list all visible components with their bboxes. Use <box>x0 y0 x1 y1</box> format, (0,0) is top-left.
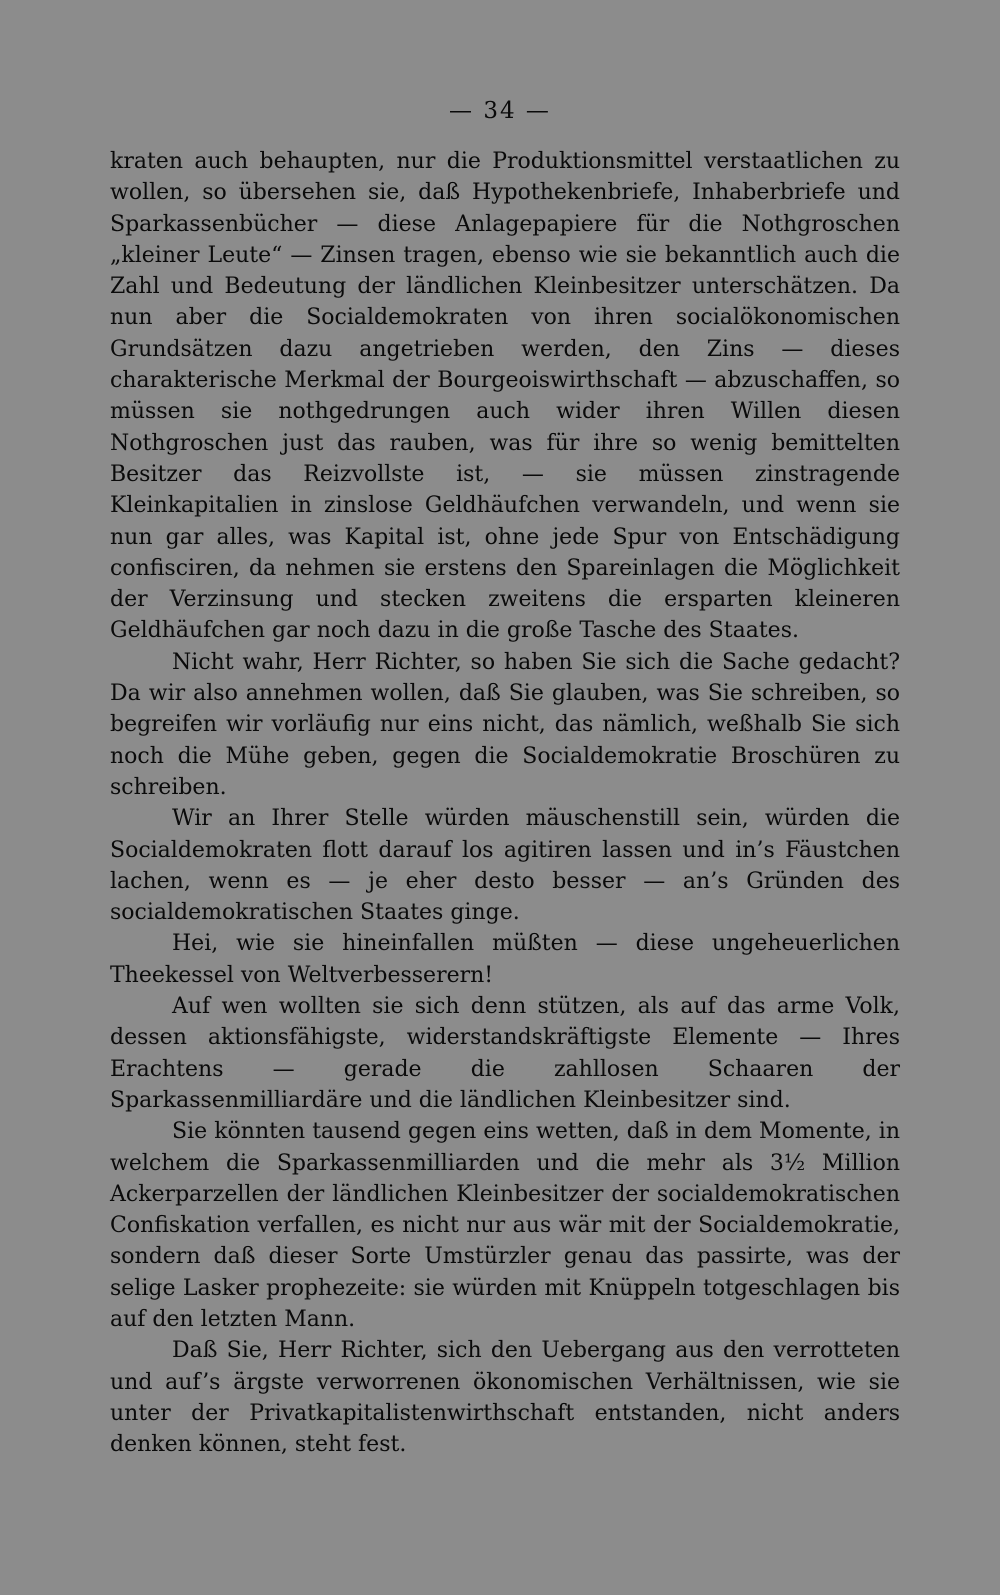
body-text <box>110 146 900 1460</box>
paragraph: Sie könnten tausend gegen eins wetten, daß in dem Momente, in welchem die Sparkassenmilliarden und die mehr als 3½ Million Ackerparzellen der ländlichen Kleinbesitzer der socialdemokratischen Confiskation verfallen, es nicht nur aus wär mit der Socialdemokratie, sondern daß dieser Sorte Umstürzler genau das passirte, was der selige Lasker prophezeite: sie würden mit Knüppeln totgeschlagen bis auf den letzten Mann. <box>110 1119 900 1332</box>
paragraph: Auf wen wollten sie sich denn stützen, als auf das arme Volk, dessen aktionsfähigste, widerstandskräftigste Elemente — Ihres Erachtens — gerade die zahllosen Schaaren der Sparkassenmilliardäre und die ländlichen Kleinbesitzer sind. <box>110 994 900 1113</box>
paragraph: Daß Sie, Herr Richter, sich den Uebergang aus den verrotteten und auf’s ärgste verworrenen ökonomischen Verhältnissen, wie sie unter der Privatkapitalistenwirthschaft entstanden, nicht anders denken können, steht fest. <box>110 1338 900 1458</box>
paragraph: Nicht wahr, Herr Richter, so haben Sie sich die Sache gedacht? Da wir also annehmen wollen, daß Sie glauben, was Sie schreiben, so begreifen wir vorläufig nur eins nicht, das nämlich, weßhalb Sie sich noch die Mühe geben, gegen die Socialdemokratie Broschüren zu schreiben. <box>110 649 900 800</box>
paragraph: Wir an Ihrer Stelle würden mäuschenstill sein, würden die Socialdemokraten flott darauf los agitiren lassen und in’s Fäustchen lachen, wenn es — je eher desto besser — an’s Gründen des socialdemokratischen Staates ginge. <box>110 806 900 926</box>
paragraph: Hei, wie sie hineinfallen müßten — diese ungeheuerlichen Theekessel von Weltverbesserern! <box>110 931 900 988</box>
page-number: — 34 — <box>449 98 551 124</box>
paragraph: kraten auch behaupten, nur die Produktionsmittel verstaatlichen zu wollen, so übersehen sie, daß Hypothekenbriefe, Inhaberbriefe und Sparkassenbücher — diese Anlagepapiere für die Nothgroschen „kleiner Leute“ — Zinsen tragen, ebenso wie sie bekanntlich auch die Zahl und Bedeutung der ländlichen Kleinbesitzer unterschätzen. Da nun aber die Socialdemokraten von ihren socialökonomischen Grundsätzen dazu angetrieben werden, den Zins — dieses charakterische Merkmal der Bourgeoiswirthschaft — abzuschaffen, so müssen sie nothgedrungen auch wider ihren Willen diesen Nothgroschen just das rauben, was für ihre so wenig bemittelten Besitzer das Reizvollste ist, — sie müssen zinstragende Kleinkapitalien in zinslose Geldhäufchen verwandeln, und wenn sie nun gar alles, was Kapital ist, ohne jede Spur von Entschädigung confisciren, da nehmen sie erstens den Spareinlagen die Möglichkeit der Verzinsung und stecken zweitens die ersparten kleineren Geldhäufchen gar noch dazu in die große Tasche des Staates. <box>110 149 900 644</box>
